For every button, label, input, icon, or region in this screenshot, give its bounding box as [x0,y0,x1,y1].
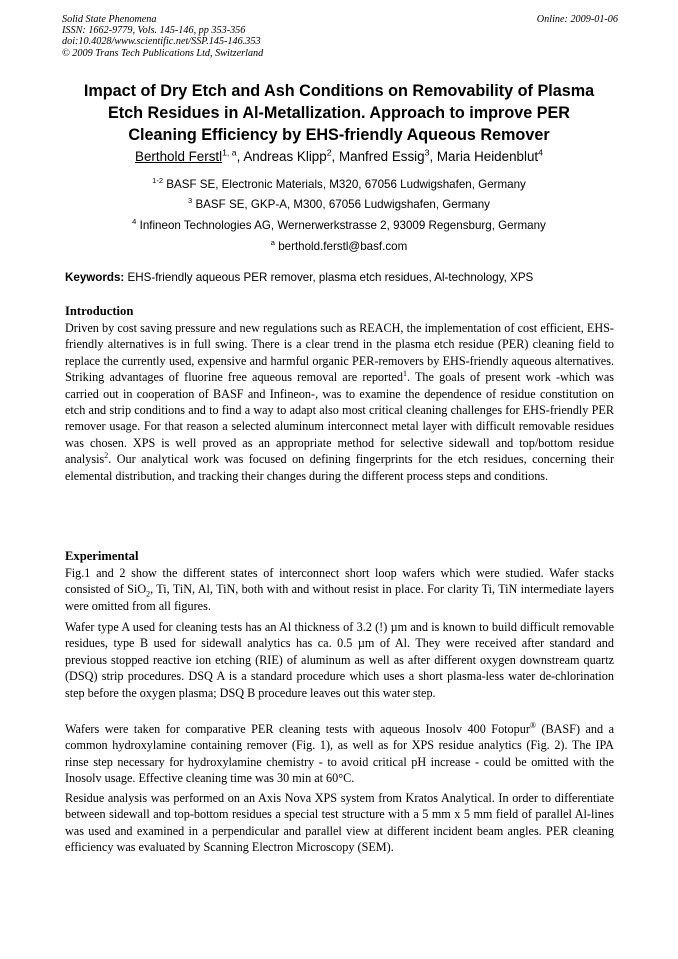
author-1-sup: 1, a [222,147,237,158]
affiliation-2-sup: 3 [188,196,193,206]
reference-2: 2 [104,451,109,461]
journal-copyright: © 2009 Trans Tech Publications Ltd, Switzerland [62,47,264,59]
journal-header [62,14,618,59]
journal-name: Solid State Phenomena [62,14,157,25]
exp-p3-part-1: Wafers were taken for comparative PER cleaning tests with aqueous Inosolv 400 Fotopur [65,722,530,736]
author-3-sup: 3 [424,147,430,158]
author-sep-2: , [331,149,339,164]
introduction-paragraph [65,320,614,484]
author-4: Maria Heidenblut [436,149,539,164]
affiliation-3-sup: 4 [132,217,137,227]
keywords-text: EHS-friendly aqueous PER remover, plasma etch residues, Al-technology, XPS [127,271,534,284]
affiliation-1 [40,178,638,192]
intro-text-part-3: . Our analytical work was focused on defining fingerprints for the etch residues, concerning their elemental distribution, and tracking their changes during the different process steps and conditions. [65,452,614,483]
intro-text-part-1: Driven by cost saving pressure and new regulations such as REACH, the implementation of cost efficient, EHS-friendly alternatives is in full swing. There is a clear trend in the plasma etch residue (PER) cleaning field to replace the currently used, expensive and harmful organic PER-removers by EHS-friendly aqueous alternatives. Striking advantages of fluorine free aqueous removal are reported [65,321,614,385]
paper-title [50,80,628,146]
keywords [65,271,625,285]
reference-1: 1 [402,369,407,379]
affiliation-1-sup: 1-2 [152,176,164,186]
affiliation-2 [40,198,638,212]
affiliation-1-text: BASF SE, Electronic Materials, M320, 67056 Ludwigshafen, Germany [166,178,526,191]
experimental-paragraph-3 [65,721,614,787]
keywords-label: Keywords: [65,271,125,284]
author-2: Andreas Klipp [243,149,327,164]
experimental-paragraph-4: Residue analysis was performed on an Axis Nova XPS system from Kratos Analytical. In order to differentiate between sidewall and top-bottom residues a special test structure with a 5 mm x 5 mm field of parallel Al-lines was used and examined in a perpendicular and parallel view at different incident beam angles. PER cleaning efficiency was evaluated by Scanning Electron Microscopy (SEM). [65,791,614,855]
author-4-sup: 4 [538,147,543,158]
section-heading-experimental: Experimental [65,549,139,563]
author-sep-1: , [236,149,244,164]
title-line-2: Etch Residues in Al-Metallization. Approach to improve PER [107,104,570,122]
author-3: Manfred Essig [339,149,425,164]
registered-mark: ® [529,720,536,730]
journal-issn: ISSN: 1662-9779, Vols. 145-146, pp 353-356 [62,25,246,37]
journal-doi: doi:10.4028/www.scientific.net/SSP.145-146.353 [62,36,261,48]
title-line-1: Impact of Dry Etch and Ash Conditions on Removability of Plasma [83,82,595,100]
affiliation-3 [40,219,638,233]
affiliation-3-text: Infineon Technologies AG, Wernerwerkstrasse 2, 93009 Regensburg, Germany [139,219,546,232]
section-heading-introduction: Introduction [65,304,134,318]
affiliation-2-text: BASF SE, GKP-A, M300, 67056 Ludwigshafen, Germany [195,198,490,211]
online-date: Online: 2009-01-06 [536,14,618,25]
title-line-3: Cleaning Efficiency by EHS-friendly Aqueous Remover [128,126,550,144]
affiliation-email [40,240,638,254]
sio2-subscript: 2 [146,589,151,599]
affiliation-email-sup: a [270,238,275,248]
exp-p1-part-2: , Ti, TiN, Al, TiN, both with and without resist in place. For clarity Ti, TiN intermediate layers were omitted from all figures. [65,582,614,613]
author-list [40,148,638,166]
author-1: Berthold Ferstl [135,149,223,164]
author-2-sup: 2 [326,147,332,158]
author-sep-3: , [429,149,437,164]
intro-text-part-2: . The goals of present work -which was carried out in cooperation of BASF and Infineon-, was to examine the dependence of residue constitution on etch and strip conditions and to find a way to adapt also most critical cleaning challenges for EHS-friendly PER remover usage. For that reason a selected aluminum interconnect metal layer with difficult removable residues was chosen. XPS is well proved as an appropriate method for selective sidewall and top/bottom residue analysis [65,370,614,467]
experimental-paragraph-1 [65,565,614,614]
experimental-paragraph-2: Wafer type A used for cleaning tests has an Al thickness of 3.2 (!) µm and is known to build difficult removable residues, type B used for sidewall analytics has ca. 0.5 µm of Al. They were received after standard and previous stopped reactive ion etching (RIE) of aluminum as well as after different oxygen downstream quartz (DSQ) strip procedures. DSQ A is a standard procedure which uses a short plasma-less water de-chlorination step before the oxygen plasma; DSQ B procedure leaves out this water step. [65,620,614,700]
exp-p1-part-1: Fig.1 and 2 show the different states of interconnect short loop wafers which were studied. Wafer stacks consisted of SiO [65,566,614,597]
exp-p3-part-2: (BASF) and a common hydroxylamine containing remover (Fig. 1), as well as for XPS residue analytics (Fig. 2). The IPA rinse step necessary for hydroxylamine chemistry - to avoid critical pH increase - could be omitted with the Inosolv usage. Effective cleaning time was 30 min at 60°C. [65,722,614,786]
author-email: berthold.ferstl@basf.com [278,240,408,253]
